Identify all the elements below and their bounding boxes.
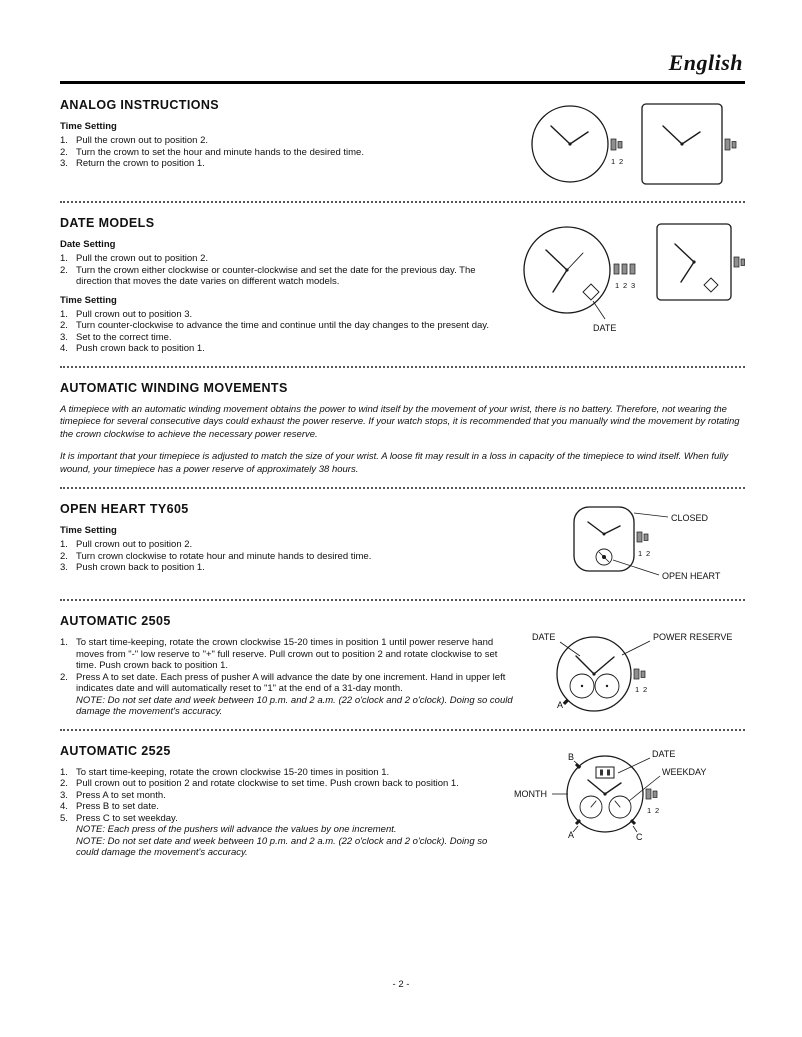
analog-watch-diagram bbox=[530, 98, 745, 190]
date-watch-diagram bbox=[515, 220, 745, 333]
instruction-step bbox=[60, 332, 501, 344]
step-number: 1. bbox=[60, 539, 68, 550]
subdials-icon bbox=[570, 674, 619, 698]
crown-position-label: 1 bbox=[611, 157, 616, 166]
paragraph: A timepiece with an automatic winding movement obtains the power to wind itself by the movement of your wrist, there is no battery. Therefore, not wearing the timepiece for several consecutive days could exhaust the power reserve. If your watch stops, it is recommended that you manually wind the movement by rotating the crown clockwise to achieve the necessary power reserve. bbox=[60, 403, 740, 440]
pusher-c-icon bbox=[631, 820, 635, 824]
watch-hands-icon bbox=[576, 656, 614, 676]
instruction-step bbox=[60, 637, 516, 672]
round-watch-illustration bbox=[567, 756, 659, 832]
step-number: 3. bbox=[60, 562, 68, 573]
step-text: Return the crown to position 1. bbox=[76, 158, 205, 169]
round-watch-illustration bbox=[557, 637, 647, 711]
power-reserve-label: POWER RESERVE bbox=[653, 632, 733, 642]
square-watch-illustration bbox=[642, 104, 736, 184]
note-text: NOTE: Each press of the pushers will advance the values by one increment. bbox=[76, 824, 397, 835]
open-heart-diagram-svg bbox=[570, 504, 745, 588]
instruction-step bbox=[60, 309, 501, 321]
section-divider bbox=[60, 729, 745, 731]
instruction-step bbox=[60, 343, 501, 355]
time-setting-heading: Time Setting bbox=[60, 121, 117, 132]
step-text: Push crown back to position 1. bbox=[76, 343, 205, 354]
step-text: Push crown back to position 1. bbox=[76, 562, 205, 573]
crown-position-label: 2 bbox=[655, 805, 660, 815]
instruction-step bbox=[60, 135, 516, 147]
instruction-step bbox=[60, 158, 516, 170]
watch-hands-icon bbox=[588, 780, 621, 796]
watch-hands-icon bbox=[546, 250, 583, 292]
subdials-icon bbox=[580, 796, 631, 818]
step-number: 5. bbox=[60, 812, 68, 824]
leader-line bbox=[573, 826, 578, 832]
section-open-heart-ty605 bbox=[60, 502, 745, 588]
pusher-c-label: C bbox=[636, 831, 643, 842]
step-text: Press A to set month. bbox=[76, 789, 166, 801]
step-number: 2. bbox=[60, 264, 68, 276]
page-number: - 2 - bbox=[392, 979, 410, 990]
step-number: 1. bbox=[60, 766, 68, 778]
instruction-step bbox=[60, 562, 556, 574]
step-number: 2. bbox=[60, 550, 68, 562]
instruction-step bbox=[60, 767, 496, 779]
section-automatic-winding bbox=[60, 381, 745, 477]
watch-hands-icon bbox=[551, 126, 588, 146]
step-text: Turn the crown either clockwise or counter-clockwise and set the date for the previous day. The direction that moves the date varies on different watch models. bbox=[76, 264, 476, 287]
note-text: NOTE: Do not set date and week between 10 p.m. and 2 a.m. (22 o'clock and 2 o'clock). Doing so could damage the movement's accuracy. bbox=[76, 835, 488, 858]
step-number: 4. bbox=[60, 801, 68, 812]
pusher-b-label: B bbox=[568, 751, 575, 762]
instruction-step bbox=[60, 320, 501, 332]
date-window-icon bbox=[583, 284, 599, 300]
step-number: 3. bbox=[60, 331, 68, 343]
section-title: AUTOMATIC WINDING MOVEMENTS bbox=[60, 380, 288, 395]
date-diagram-svg bbox=[515, 220, 745, 333]
section-date-models bbox=[60, 216, 745, 355]
section-title: OPEN HEART TY605 bbox=[60, 502, 189, 516]
watch-hands-icon bbox=[663, 126, 700, 146]
crown-position-label: 2 bbox=[623, 281, 628, 290]
crown-position-label: 2 bbox=[646, 549, 651, 558]
leader-line bbox=[634, 513, 668, 517]
open-heart-balance-icon bbox=[596, 549, 612, 565]
step-text: Press A to set date. Each press of pusher A will advance the date by one increment. Hand in upper left indicates date and will automatically reset to "1" at the end of a 31-day month. bbox=[76, 671, 506, 694]
automatic-2525-svg bbox=[510, 746, 745, 846]
step-number: 2. bbox=[60, 671, 68, 683]
instruction-step bbox=[60, 778, 496, 790]
section-divider bbox=[60, 599, 745, 601]
open-heart-watch-diagram bbox=[570, 504, 745, 588]
step-number: 1. bbox=[60, 253, 68, 264]
step-text: Turn the crown to set the hour and minute hands to the desired time. bbox=[76, 146, 364, 158]
month-window-icon bbox=[596, 767, 614, 778]
section-divider bbox=[60, 201, 745, 203]
crown-position-label: 1 bbox=[638, 549, 643, 558]
watch-hands-icon bbox=[675, 244, 696, 282]
language-title: English bbox=[668, 50, 743, 75]
crown-position-label: 1 bbox=[615, 281, 620, 290]
leader-line bbox=[613, 560, 659, 575]
step-number: 1. bbox=[60, 308, 68, 320]
step-text: Pull the crown out to position 2. bbox=[76, 253, 209, 264]
automatic-2525-diagram bbox=[510, 746, 745, 846]
step-number: 2. bbox=[60, 778, 68, 789]
automatic-2505-svg bbox=[530, 628, 745, 716]
step-number: 3. bbox=[60, 158, 68, 169]
section-title: AUTOMATIC 2505 bbox=[60, 614, 171, 628]
step-text: Turn crown clockwise to rotate hour and minute hands to desired time. bbox=[76, 550, 372, 562]
page-header bbox=[60, 50, 745, 84]
pusher-a-label: A bbox=[557, 700, 564, 710]
crown-position-label: 1 bbox=[647, 805, 652, 815]
pusher-b-icon bbox=[576, 764, 580, 768]
section-title: AUTOMATIC 2525 bbox=[60, 743, 171, 758]
round-watch-illustration bbox=[524, 227, 635, 333]
step-text: Turn counter-clockwise to advance the time and continue until the day changes to the present day. bbox=[76, 320, 489, 331]
date-label: DATE bbox=[593, 323, 617, 333]
instruction-step bbox=[60, 147, 516, 159]
crown-icon bbox=[637, 532, 648, 542]
automatic-2505-diagram bbox=[530, 628, 745, 716]
instruction-step bbox=[60, 551, 556, 563]
pusher-a-icon bbox=[576, 820, 580, 824]
instruction-step bbox=[60, 265, 501, 288]
closed-label: CLOSED bbox=[671, 513, 709, 523]
leader-line bbox=[593, 301, 605, 319]
time-setting-heading: Time Setting bbox=[60, 525, 117, 536]
step-text: Press B to set date. bbox=[76, 801, 159, 812]
step-text: Pull the crown out to position 2. bbox=[76, 135, 209, 146]
section-divider bbox=[60, 366, 745, 368]
round-watch-illustration bbox=[532, 106, 623, 182]
leader-line bbox=[633, 826, 637, 832]
step-number: 4. bbox=[60, 343, 68, 354]
step-text: Set to the correct time. bbox=[76, 331, 172, 343]
instruction-step bbox=[60, 253, 501, 265]
date-label: DATE bbox=[652, 748, 676, 759]
step-text: Pull crown out to position 3. bbox=[76, 308, 193, 320]
month-label: MONTH bbox=[514, 788, 547, 799]
date-window-icon bbox=[704, 278, 718, 292]
crown-icon bbox=[725, 139, 736, 150]
step-number: 3. bbox=[60, 789, 68, 801]
step-text: Pull crown out to position 2. bbox=[76, 539, 193, 550]
section-title: ANALOG INSTRUCTIONS bbox=[60, 98, 219, 112]
instruction-step bbox=[60, 790, 496, 802]
paragraph: It is important that your timepiece is adjusted to match the size of your wrist. A loose fit may result in a loss in capacity of the timepiece to wind itself. When fully wound, your timepiece has a power reserve of approximately 38 hours. bbox=[60, 451, 729, 475]
crown-position-label: 1 bbox=[635, 685, 640, 694]
crown-icon bbox=[611, 139, 622, 150]
section-analog-instructions bbox=[60, 98, 745, 190]
analog-diagram-svg bbox=[530, 98, 745, 190]
pusher-a-label: A bbox=[568, 829, 575, 840]
step-number: 2. bbox=[60, 320, 68, 331]
instruction-step bbox=[60, 813, 496, 825]
crown-icon bbox=[614, 264, 635, 274]
step-text: To start time-keeping, rotate the crown clockwise 15-20 times in position 1. bbox=[76, 766, 390, 778]
step-number: 1. bbox=[60, 135, 68, 146]
instruction-step bbox=[60, 539, 556, 551]
crown-position-label: 3 bbox=[631, 281, 636, 290]
watch-hands-icon bbox=[588, 522, 620, 536]
pusher-a-icon bbox=[564, 700, 568, 704]
time-setting-heading: Time Setting bbox=[60, 294, 117, 306]
section-automatic-2525 bbox=[60, 744, 745, 859]
crown-position-label: 2 bbox=[619, 157, 624, 166]
step-text: Press C to set weekday. bbox=[76, 812, 178, 824]
step-text: Pull crown out to position 2 and rotate clockwise to set time. Push crown back to position 1. bbox=[76, 778, 459, 789]
crown-icon bbox=[646, 789, 657, 799]
section-divider bbox=[60, 487, 745, 489]
date-setting-heading: Date Setting bbox=[60, 239, 116, 250]
crown-position-label: 2 bbox=[643, 685, 648, 694]
header-rule bbox=[60, 81, 745, 84]
leader-line bbox=[622, 641, 650, 655]
date-label: DATE bbox=[532, 632, 556, 642]
tonneau-watch-illustration bbox=[574, 507, 650, 571]
instruction-step bbox=[60, 672, 516, 695]
instruction-step bbox=[60, 801, 496, 813]
section-automatic-2505 bbox=[60, 614, 745, 718]
crown-icon bbox=[734, 257, 745, 267]
crown-icon bbox=[634, 669, 645, 679]
square-watch-illustration bbox=[657, 224, 745, 300]
step-number: 1. bbox=[60, 637, 68, 648]
step-number: 2. bbox=[60, 146, 68, 158]
weekday-label: WEEKDAY bbox=[662, 766, 707, 777]
step-text: To start time-keeping, rotate the crown clockwise 15-20 times in position 1 until power reserve hand moves from "-" low reserve to "+" full reserve. Pull crown out to position 2 and rotate clockwise to set time. Push crown back to position 1. bbox=[76, 637, 498, 671]
open-heart-label: OPEN HEART bbox=[662, 571, 721, 581]
note-text: NOTE: Do not set date and week between 10 p.m. and 2 a.m. (22 o'clock and 2 o'clock). Doing so could damage the movement's accuracy. bbox=[76, 694, 513, 717]
section-title: DATE MODELS bbox=[60, 216, 155, 230]
